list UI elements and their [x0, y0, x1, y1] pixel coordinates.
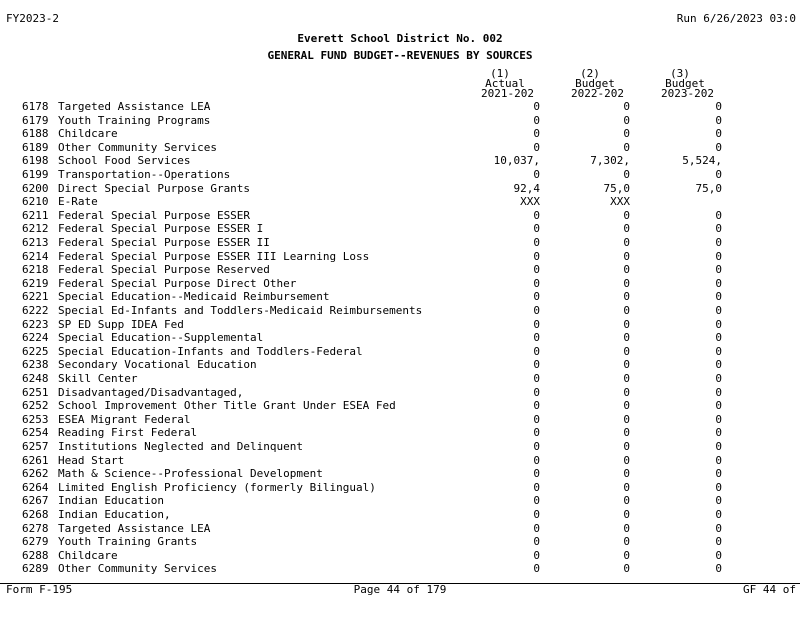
table-row	[0, 182, 800, 196]
account-code: 6225	[22, 344, 49, 358]
actual-2021-value: 10,037,	[493, 154, 540, 168]
table-row	[0, 195, 800, 209]
account-code: 6178	[22, 100, 49, 113]
budget-2022-value: 0	[623, 236, 630, 249]
budget-2022-value: 0	[623, 535, 630, 549]
account-code: 6221	[22, 290, 49, 304]
revenue-label: School Improvement Other Title Grant Under ESEA Fed	[58, 399, 396, 413]
table-row	[0, 481, 800, 495]
actual-2021-value: 0	[533, 127, 540, 141]
revenue-label: Federal Special Purpose ESSER	[58, 208, 251, 222]
account-code: 6222	[22, 304, 49, 317]
actual-2021-value: 0	[533, 263, 540, 277]
budget-2022-value: 0	[623, 399, 630, 413]
actual-2021-value: 0	[533, 399, 540, 413]
column-type: Budget	[665, 77, 705, 90]
table-row	[0, 168, 800, 182]
account-code: 6218	[22, 263, 49, 277]
actual-2021-value: 0	[533, 208, 540, 222]
budget-2023-value: 0	[715, 222, 722, 236]
actual-2021-value: 0	[533, 100, 540, 113]
fiscal-year: FY2023-2	[6, 12, 59, 25]
actual-2021-value: 0	[533, 140, 540, 154]
account-code: 6289	[22, 562, 49, 576]
budget-2023-value: 0	[715, 168, 722, 181]
budget-2023-value: 0	[715, 385, 722, 399]
account-code: 6219	[22, 276, 49, 290]
budget-2022-value: 0	[623, 249, 630, 263]
revenue-label: Disadvantaged/Disadvantaged,	[58, 385, 244, 399]
budget-2022-value: 75,0	[603, 181, 630, 195]
budget-2023-value: 75,0	[695, 181, 722, 195]
revenue-label: Youth Training Grants	[58, 535, 198, 549]
budget-2023-value: 0	[715, 467, 722, 481]
revenue-label: ESEA Migrant Federal	[58, 412, 191, 426]
table-row	[0, 100, 800, 114]
budget-2022-value: 0	[623, 412, 630, 426]
budget-2022-value: 0	[623, 140, 630, 154]
account-code: 6211	[22, 208, 49, 222]
actual-2021-value: 0	[533, 548, 540, 562]
column-number: (2)	[580, 67, 600, 80]
revenue-label: Federal Special Purpose Direct Other	[58, 276, 297, 290]
budget-2022-value: 0	[623, 548, 630, 562]
budget-2022-value: 7,302,	[590, 154, 630, 168]
actual-2021-value: 0	[533, 317, 540, 331]
revenue-label: Direct Special Purpose Grants	[58, 181, 251, 195]
budget-2022-value: 0	[623, 426, 630, 440]
actual-2021-value: 0	[533, 276, 540, 290]
column-type: Actual	[485, 77, 525, 90]
actual-2021-value: 0	[533, 113, 540, 127]
budget-2023-value: 0	[715, 426, 722, 440]
budget-2022-value: 0	[623, 467, 630, 481]
budget-2023-value: 0	[715, 548, 722, 562]
revenue-label: Limited English Proficiency (formerly Bilingual)	[58, 480, 376, 494]
revenue-label: Childcare	[58, 548, 118, 562]
table-row	[0, 372, 800, 386]
account-code: 6262	[22, 467, 49, 481]
table-row	[0, 522, 800, 536]
budget-2023-value: 0	[715, 535, 722, 549]
column-year: 2023-202	[661, 87, 714, 100]
account-code: 6213	[22, 236, 49, 249]
column-year: 2022-202	[571, 87, 624, 100]
budget-2023-value: 0	[715, 113, 722, 127]
table-row	[0, 209, 800, 223]
actual-2021-value: 0	[533, 385, 540, 399]
budget-2022-value: 0	[623, 562, 630, 576]
actual-2021-value: 0	[533, 562, 540, 576]
column-number: (3)	[670, 67, 690, 80]
account-code: 6254	[22, 426, 49, 440]
actual-2021-value: 0	[533, 480, 540, 494]
revenue-label: Federal Special Purpose Reserved	[58, 263, 270, 277]
budget-2022-value: 0	[623, 508, 630, 521]
actual-2021-value: 0	[533, 168, 540, 181]
revenue-label: Indian Education,	[58, 508, 171, 521]
budget-2022-value: 0	[623, 385, 630, 399]
actual-2021-value: 0	[533, 304, 540, 317]
actual-2021-value: 0	[533, 453, 540, 467]
budget-2022-value: 0	[623, 372, 630, 385]
revenue-label: Transportation--Operations	[58, 168, 231, 181]
actual-2021-value: 0	[533, 535, 540, 549]
table-row	[0, 154, 800, 168]
run-info: Run 6/26/2023 03:0	[676, 12, 796, 25]
revenue-label: Institutions Neglected and Delinquent	[58, 440, 304, 453]
budget-2023-value: 0	[715, 249, 722, 263]
budget-2023-value: 0	[715, 263, 722, 277]
revenue-label: Childcare	[58, 127, 118, 141]
actual-2021-value: 0	[533, 467, 540, 481]
revenue-label: School Food Services	[58, 154, 191, 168]
revenue-label: Targeted Assistance LEA	[58, 100, 211, 113]
account-code: 6188	[22, 127, 49, 141]
revenue-label: Reading First Federal	[58, 426, 198, 440]
revenue-label: Federal Special Purpose ESSER II	[58, 236, 270, 249]
revenue-label: Math & Science--Professional Development	[58, 467, 323, 481]
budget-2023-value: 0	[715, 344, 722, 358]
revenue-label: Special Education--Medicaid Reimbursement	[58, 290, 330, 304]
budget-2023-value: 0	[715, 372, 722, 385]
actual-2021-value: 0	[533, 521, 540, 535]
actual-2021-value: 0	[533, 508, 540, 521]
budget-2022-value: 0	[623, 358, 630, 372]
account-code: 6261	[22, 453, 49, 467]
actual-2021-value: 0	[533, 358, 540, 372]
report-title: GENERAL FUND BUDGET--REVENUES BY SOURCES	[267, 49, 533, 62]
budget-2023-value: 0	[715, 440, 722, 453]
budget-2022-value: 0	[623, 453, 630, 467]
account-code: 6179	[22, 113, 49, 127]
column-year: 2021-202	[481, 87, 534, 100]
revenue-label: SP ED Supp IDEA Fed	[58, 317, 184, 331]
table-row	[0, 562, 800, 576]
actual-2021-value: 0	[533, 426, 540, 440]
budget-2023-value: 0	[715, 304, 722, 317]
table-row	[0, 494, 800, 508]
table-row	[0, 440, 800, 454]
table-row	[0, 467, 800, 481]
budget-2023-value: 5,524,	[682, 154, 722, 168]
budget-2022-value: 0	[623, 263, 630, 277]
budget-2023-value: 0	[715, 562, 722, 576]
budget-2022-value: 0	[623, 290, 630, 304]
budget-2023-value: 0	[715, 276, 722, 290]
budget-2023-value: 0	[715, 100, 722, 113]
account-code: 6214	[22, 249, 49, 263]
table-row	[0, 277, 800, 291]
budget-2023-value: 0	[715, 140, 722, 154]
table-row	[0, 413, 800, 427]
table-row	[0, 127, 800, 141]
budget-2023-value: 0	[715, 453, 722, 467]
account-code: 6257	[22, 440, 49, 453]
revenue-label: Secondary Vocational Education	[58, 358, 257, 372]
district-name: Everett School District No. 002	[297, 32, 503, 45]
account-code: 6248	[22, 372, 49, 385]
revenue-label: E-Rate	[58, 195, 98, 209]
form-page: GF 44 of	[743, 583, 796, 596]
table-row	[0, 386, 800, 400]
revenue-label: Special Ed-Infants and Toddlers-Medicaid Reimbursements	[58, 304, 423, 317]
budget-2022-value: 0	[623, 113, 630, 127]
account-code: 6238	[22, 358, 49, 372]
budget-2022-value: 0	[623, 276, 630, 290]
table-row	[0, 236, 800, 250]
budget-2023-value: 0	[715, 358, 722, 372]
revenue-label: Special Education--Supplemental	[58, 331, 264, 345]
budget-2022-value: 0	[623, 344, 630, 358]
budget-2022-value: XXX	[610, 195, 630, 209]
account-code: 6200	[22, 181, 49, 195]
budget-2022-value: 0	[623, 168, 630, 181]
table-row	[0, 345, 800, 359]
revenue-label: Federal Special Purpose ESSER I	[58, 222, 264, 236]
column-type: Budget	[575, 77, 615, 90]
account-code: 6288	[22, 548, 49, 562]
budget-2022-value: 0	[623, 440, 630, 453]
account-code: 6268	[22, 508, 49, 521]
budget-2023-value: 0	[715, 480, 722, 494]
actual-2021-value: XXX	[520, 195, 540, 209]
budget-2022-value: 0	[623, 127, 630, 141]
actual-2021-value: 0	[533, 222, 540, 236]
budget-2023-value: 0	[715, 236, 722, 249]
column-number: (1)	[490, 67, 510, 80]
budget-2023-value: 0	[715, 208, 722, 222]
actual-2021-value: 0	[533, 494, 540, 508]
table-row	[0, 222, 800, 236]
actual-2021-value: 0	[533, 344, 540, 358]
budget-2022-value: 0	[623, 317, 630, 331]
account-code: 6279	[22, 535, 49, 549]
table-row	[0, 549, 800, 563]
table-row	[0, 454, 800, 468]
actual-2021-value: 0	[533, 236, 540, 249]
budget-2023-value: 0	[715, 521, 722, 535]
budget-2023-value: 0	[715, 412, 722, 426]
account-code: 6210	[22, 195, 49, 209]
budget-2022-value: 0	[623, 521, 630, 535]
budget-2022-value: 0	[623, 222, 630, 236]
account-code: 6267	[22, 494, 49, 508]
account-code: 6253	[22, 412, 49, 426]
account-code: 6224	[22, 331, 49, 345]
account-code: 6251	[22, 385, 49, 399]
account-code: 6278	[22, 521, 49, 535]
budget-2023-value: 0	[715, 331, 722, 345]
budget-2022-value: 0	[623, 480, 630, 494]
form-number: Form F-195	[6, 583, 73, 596]
budget-2023-value: 0	[715, 508, 722, 521]
budget-2023-value: 0	[715, 494, 722, 508]
budget-2023-value: 0	[715, 127, 722, 141]
account-code: 6199	[22, 168, 49, 181]
actual-2021-value: 0	[533, 331, 540, 345]
actual-2021-value: 0	[533, 412, 540, 426]
budget-2022-value: 0	[623, 331, 630, 345]
account-code: 6198	[22, 154, 49, 168]
table-row	[0, 331, 800, 345]
table-row	[0, 508, 800, 522]
table-row	[0, 304, 800, 318]
budget-2023-value: 0	[715, 290, 722, 304]
revenue-label: Skill Center	[58, 372, 138, 385]
revenue-label: Federal Special Purpose ESSER III Learning Loss	[58, 249, 370, 263]
table-row	[0, 535, 800, 549]
table-row	[0, 141, 800, 155]
revenue-label: Other Community Services	[58, 562, 217, 576]
budget-2022-value: 0	[623, 304, 630, 317]
actual-2021-value: 0	[533, 290, 540, 304]
table-row	[0, 114, 800, 128]
table-row	[0, 250, 800, 264]
table-row	[0, 263, 800, 277]
revenue-label: Other Community Services	[58, 140, 217, 154]
account-code: 6212	[22, 222, 49, 236]
table-row	[0, 290, 800, 304]
revenue-label: Indian Education	[58, 494, 164, 508]
actual-2021-value: 0	[533, 440, 540, 453]
budget-2022-value: 0	[623, 494, 630, 508]
page-number: Page 44 of 179	[353, 583, 447, 596]
budget-2023-value: 0	[715, 317, 722, 331]
budget-2022-value: 0	[623, 100, 630, 113]
budget-2022-value: 0	[623, 208, 630, 222]
budget-2023-value: 0	[715, 399, 722, 413]
table-row	[0, 399, 800, 413]
account-code: 6264	[22, 480, 49, 494]
revenue-label: Youth Training Programs	[58, 113, 211, 127]
actual-2021-value: 0	[533, 372, 540, 385]
account-code: 6252	[22, 399, 49, 413]
table-row	[0, 318, 800, 332]
revenue-label: Special Education-Infants and Toddlers-Federal	[58, 344, 363, 358]
account-code: 6189	[22, 140, 49, 154]
actual-2021-value: 92,4	[513, 181, 540, 195]
table-row	[0, 358, 800, 372]
revenue-label: Head Start	[58, 453, 125, 467]
account-code: 6223	[22, 317, 49, 331]
revenue-label: Targeted Assistance LEA	[58, 521, 211, 535]
actual-2021-value: 0	[533, 249, 540, 263]
table-row	[0, 426, 800, 440]
